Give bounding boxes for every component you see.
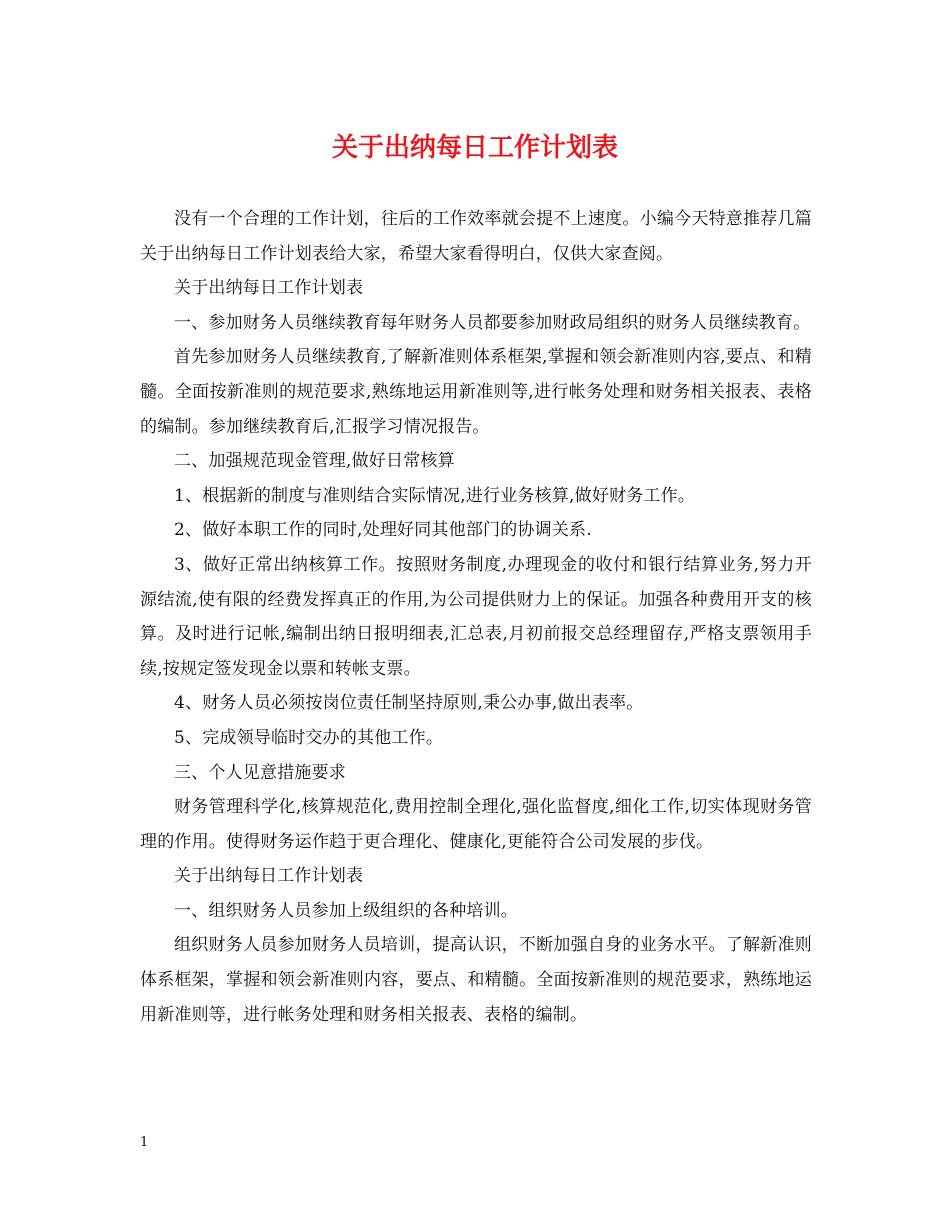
paragraph-section-2-heading: 二、加强规范现金管理,做好日常核算 — [174, 451, 455, 472]
paragraph-subtitle-1: 关于出纳每日工作计划表 — [174, 278, 364, 299]
page-number: 1 — [140, 1135, 149, 1150]
paragraph-section-3-heading: 三、个人见意措施要求 — [174, 762, 346, 783]
paragraph-item-5: 5、完成领导临时交办的其他工作。 — [174, 727, 444, 748]
document-body — [140, 202, 812, 1032]
paragraph-section-4-body: 组织财务人员参加财务人员培训，提高认识，不断加强自身的业务水平。了解新准则体系框架，掌握和领会新准则内容，要点、和精髓。全面按新准则的规范要求，熟练地运用新准则等，进行帐务处理和财务相关报表、表格的编制。 — [140, 935, 812, 1025]
paragraph-section-1-heading: 一、参加财务人员继续教育每年财务人员都要参加财政局组织的财务人员继续教育。 — [174, 312, 811, 333]
paragraph-section-4-heading: 一、组织财务人员参加上级组织的各种培训。 — [174, 900, 518, 921]
paragraph-item-4: 4、财务人员必须按岗位责任制坚持原则,秉公办事,做出表率。 — [174, 693, 644, 714]
paragraph-item-1: 1、根据新的制度与准则结合实际情况,进行业务核算,做好财务工作。 — [174, 485, 696, 506]
paragraph-item-3: 3、做好正常出纳核算工作。按照财务制度,办理现金的收付和银行结算业务,努力开源结流,使有限的经费发挥真正的作用,为公司提供财力上的保证。加强各种费用开支的核算。及时进行记帐,编制出纳日报明细表,汇总表,月初前报交总经理留存,严格支票领用手续,按规定签发现金以票和转帐支票。 — [140, 554, 812, 679]
paragraph-intro: 没有一个合理的工作计划，往后的工作效率就会提不上速度。小编今天特意推荐几篇关于出纳每日工作计划表给大家，希望大家看得明白，仅供大家查阅。 — [140, 209, 812, 264]
document-title: 关于出纳每日工作计划表 — [331, 133, 618, 163]
paragraph-section-1-body: 首先参加财务人员继续教育,了解新准则体系框架,掌握和领会新准则内容,要点、和精髓。全面按新准则的规范要求,熟练地运用新准则等,进行帐务处理和财务相关报表、表格的编制。参加继续教育后,汇报学习情况报告。 — [140, 347, 812, 437]
paragraph-section-3-body: 财务管理科学化,核算规范化,费用控制全理化,强化监督度,细化工作,切实体现财务管理的作用。使得财务运作趋于更合理化、健康化,更能符合公司发展的步伐。 — [140, 797, 812, 852]
paragraph-item-2: 2、做好本职工作的同时,处理好同其他部门的协调关系. — [174, 520, 592, 541]
paragraph-subtitle-2: 关于出纳每日工作计划表 — [174, 866, 364, 887]
